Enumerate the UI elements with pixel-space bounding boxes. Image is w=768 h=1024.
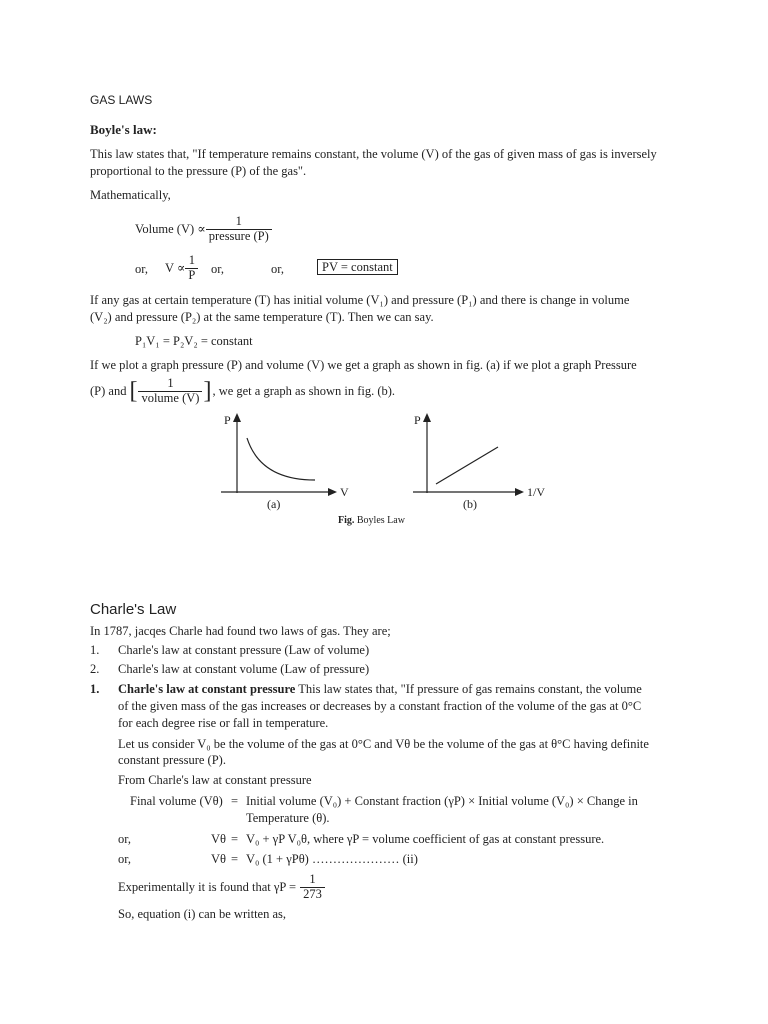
formula1-lhs: Volume (V) ∝ xyxy=(135,222,206,236)
or-label-3: or, xyxy=(271,262,285,276)
boyle-statement-line2: proportional to the pressure (P) of the gas". xyxy=(90,164,307,178)
graph-a-x-label: V xyxy=(340,485,349,499)
eq3-or: or, xyxy=(118,852,132,866)
plot-line2-end: , we get a graph as shown in fig. (b). xyxy=(212,383,396,398)
p1v1-equation: P₁V₁ = P₂V₂ = constant xyxy=(135,334,253,348)
graph-b-y-arrow-icon xyxy=(423,413,431,422)
or-label-2: or, xyxy=(211,262,225,276)
section1-title: Charle's law at constant pressure xyxy=(118,682,296,696)
eq1-lhs: Final volume (Vθ) xyxy=(130,794,223,808)
section1-number: 1. xyxy=(90,682,100,696)
right-bracket-glyph: ] xyxy=(203,378,212,404)
section1-line2: of the given mass of the gas increases or decreases by a constant fraction of the volume of the gas at 0°C xyxy=(118,699,642,713)
formula1-numerator: 1 xyxy=(235,213,242,228)
eq3-lhs: Vθ xyxy=(211,852,227,866)
pv-constant: PV = constant xyxy=(317,259,398,275)
section1-line1-text: This law states that, "If pressure of gas remains constant, the volume xyxy=(298,682,642,696)
eq3-rhs: V₀ (1 + γPθ) ………………… (ii) xyxy=(246,852,418,866)
figure-caption xyxy=(338,515,405,526)
formula2-numerator: 1 xyxy=(188,252,195,267)
boyle-statement-line1: This law states that, "If temperature remains constant, the volume (V) of the gas of given mass of gas is inversely xyxy=(90,147,657,161)
experimental-denominator: 273 xyxy=(300,887,325,902)
so-line: So, equation (i) can be written as, xyxy=(118,907,287,921)
mathematically-label: Mathematically, xyxy=(90,188,171,202)
graph-a-y-arrow-icon xyxy=(233,413,241,422)
section1-line3: for each degree rise or fall in temperature. xyxy=(118,716,329,730)
graph-b-x-label: 1/V xyxy=(527,485,545,499)
figure-caption-label: Fig. xyxy=(338,515,355,526)
plot-line1: If we plot a graph pressure (P) and volume (V) we get a graph as shown in fig. (a) if we plot a graph Pressure xyxy=(90,358,637,372)
charles-intro: In 1787, jacqes Charle had found two laws of gas. They are; xyxy=(90,624,391,638)
plot-fraction-numerator: 1 xyxy=(167,375,174,390)
graph-a-curve xyxy=(247,438,315,480)
eq2-or: or, xyxy=(118,832,132,846)
formula2-fraction xyxy=(185,254,198,283)
change-line2: (V₂) and pressure (P₂) at the same temperature (T). Then we can say. xyxy=(90,310,434,324)
plot-fraction xyxy=(138,377,202,406)
plot-line2-start: (P) and xyxy=(90,383,127,398)
formula-v-proportional xyxy=(165,253,198,283)
from-line: From Charle's law at constant pressure xyxy=(118,773,312,787)
formula1-denominator: pressure (P) xyxy=(206,229,272,244)
plot-line2 xyxy=(90,375,395,407)
formula2-denominator: P xyxy=(185,268,198,283)
boyles-law-graphs xyxy=(215,408,555,513)
plot-fraction-denominator: volume (V) xyxy=(138,391,202,406)
graph-a-caption: (a) xyxy=(267,497,281,511)
consider-line2: constant pressure (P). xyxy=(118,753,226,767)
experimental-numerator: 1 xyxy=(309,871,316,886)
page-title: GAS LAWS xyxy=(90,93,153,107)
graph-a xyxy=(221,413,349,511)
experimental-text: Experimentally it is found that γP = xyxy=(118,879,297,894)
left-bracket-glyph: [ xyxy=(129,378,138,404)
eq1-rhs-line1: Initial volume (V₀) + Constant fraction (γP) × Initial volume (V₀) × Change in xyxy=(246,794,638,808)
eq2-rhs: V₀ + γP V₀θ, where γP = volume coefficient of gas at constant pressure. xyxy=(246,832,605,846)
list-item-2-number: 2. xyxy=(90,662,100,676)
eq1-equals: = xyxy=(231,794,239,808)
list-item-1-text: Charle's law at constant pressure (Law of volume) xyxy=(118,643,370,657)
formula2-lhs: V ∝ xyxy=(165,261,186,275)
charles-heading: Charle's Law xyxy=(90,601,177,618)
eq1-rhs-line2: Temperature (θ). xyxy=(246,811,330,825)
eq2-equals: = xyxy=(231,832,239,846)
list-item-1-number: 1. xyxy=(90,643,100,657)
graph-a-y-label: P xyxy=(224,413,231,427)
graph-b-line xyxy=(436,447,498,484)
section1-line1 xyxy=(118,682,642,697)
graph-b xyxy=(413,413,545,511)
graph-b-caption: (b) xyxy=(463,497,477,511)
or-label-1: or, xyxy=(135,262,149,276)
eq3-equals: = xyxy=(231,852,239,866)
boyle-heading: Boyle's law: xyxy=(90,122,157,137)
graph-b-y-label: P xyxy=(414,413,421,427)
formula-volume-proportional xyxy=(135,212,272,246)
figure-caption-text: Boyles Law xyxy=(356,515,405,526)
pv-constant-box xyxy=(317,260,398,275)
graph-a-x-arrow-icon xyxy=(328,488,337,496)
consider-line1: Let us consider V₀ be the volume of the gas at 0°C and Vθ be the volume of the gas at θ°C having definite xyxy=(118,737,649,751)
eq2-lhs: Vθ xyxy=(211,832,227,846)
list-item-2-text: Charle's law at constant volume (Law of pressure) xyxy=(118,662,370,676)
experimental-fraction xyxy=(300,873,325,902)
experimental-value xyxy=(118,872,325,902)
graph-b-x-arrow-icon xyxy=(515,488,524,496)
formula1-fraction xyxy=(206,215,272,244)
change-line1: If any gas at certain temperature (T) has initial volume (V₁) and pressure (P₁) and there is change in volume xyxy=(90,293,630,307)
